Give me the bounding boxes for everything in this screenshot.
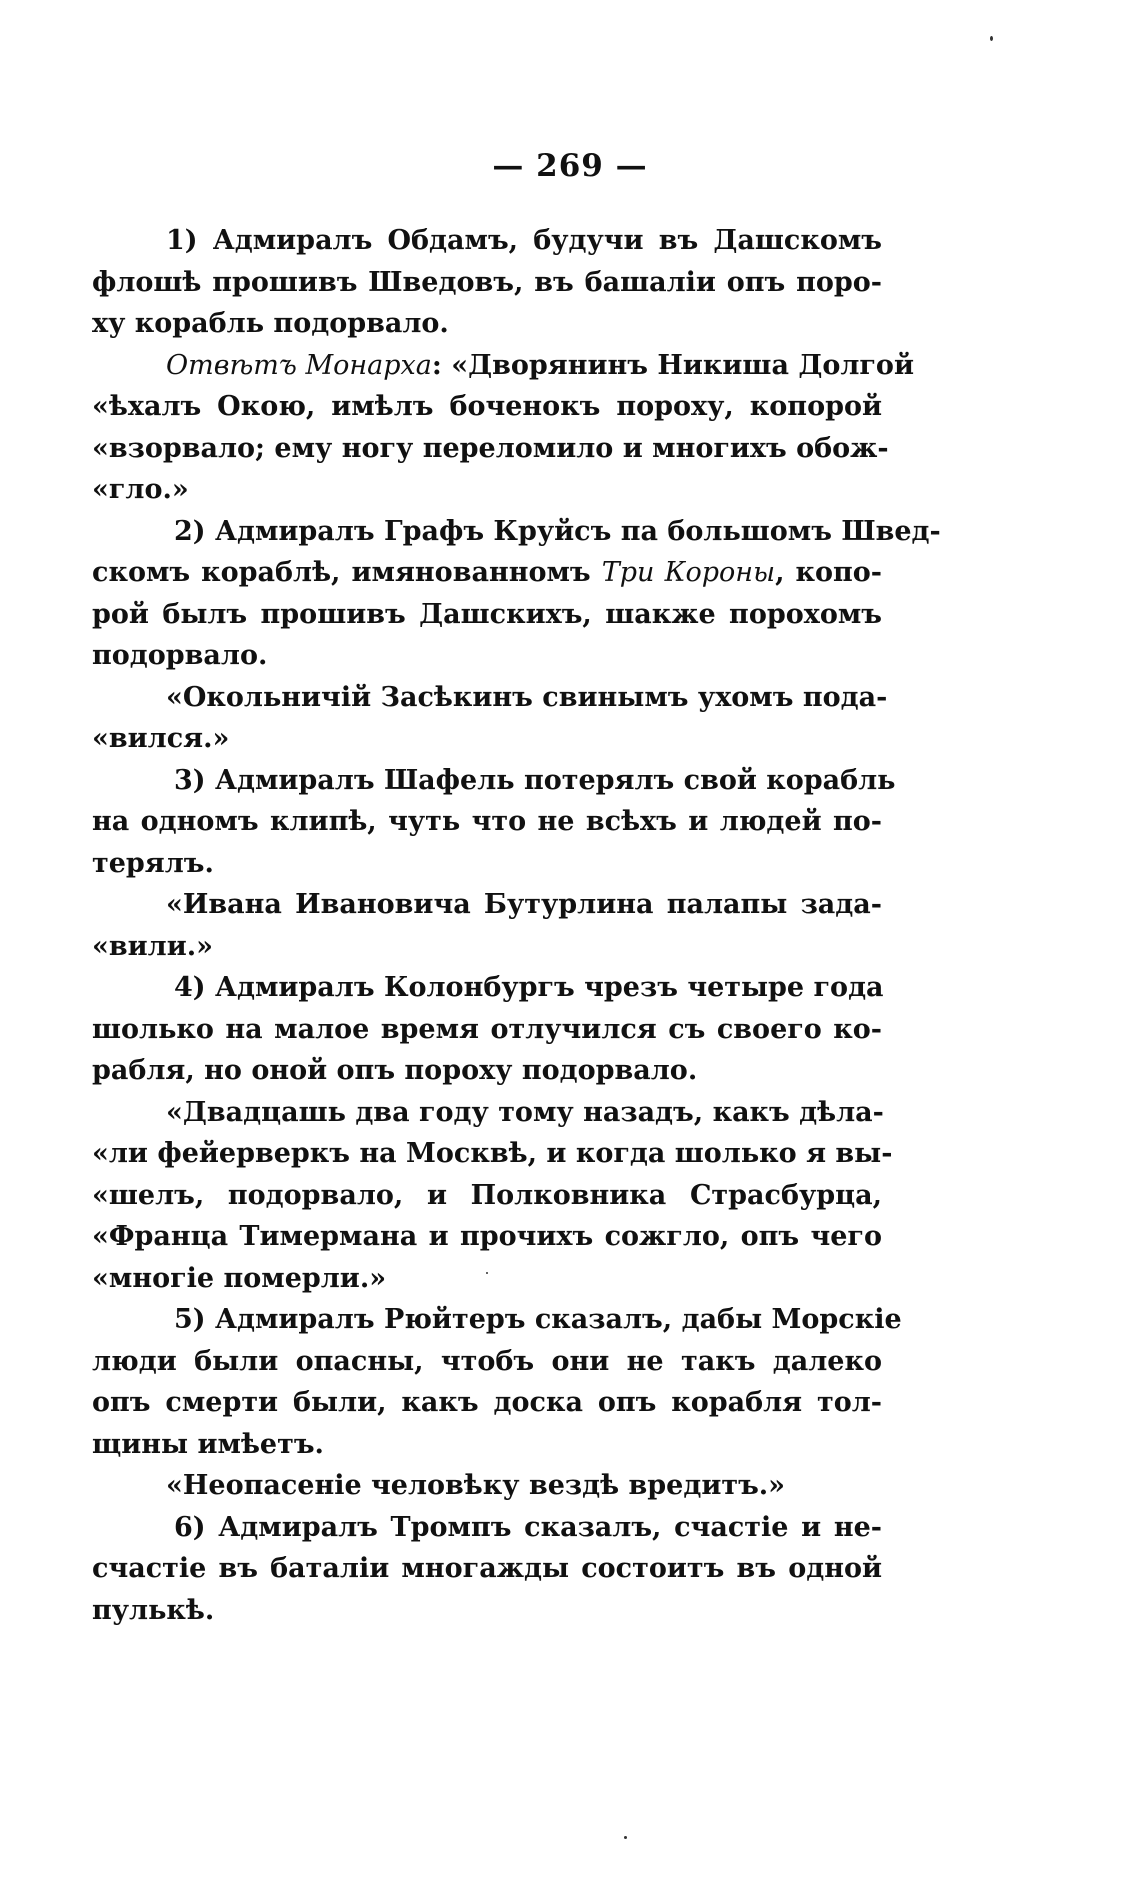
text-line: рабля, но оной опъ пороху подорвало.: [92, 1055, 698, 1086]
text-line: флошѣ прошивъ Шведовъ, въ башаліи опъ поро-: [92, 266, 882, 298]
text-line: «Неопасеніе человѣку вездѣ вредитъ.»: [166, 1470, 786, 1501]
text-line: подорвало.: [92, 640, 268, 671]
text-line: 3) Адмиралъ Шафель потерялъ свой корабль: [174, 764, 896, 796]
text-segment: скомъ кораблѣ, имянованномъ: [92, 557, 602, 588]
text-line: «ѣхалъ Окою, имѣлъ боченокъ пороху, копорой: [92, 391, 882, 422]
page-number: — 269 —: [492, 148, 648, 184]
scan-speck: [990, 36, 993, 41]
text-line: рой былъ прошивъ Дашскихъ, шакже порохомъ: [92, 598, 882, 630]
text-line: «гло.»: [92, 474, 189, 505]
text-line: 5) Адмиралъ Рюйтеръ сказалъ, дабы Морскіе: [174, 1304, 902, 1335]
text-line: «вился.»: [92, 723, 230, 754]
text-line: «Франца Тимермана и прочихъ сожгло, опъ чего: [92, 1221, 882, 1252]
text-line: «ли фейерверкъ на Москвѣ, и когда шолько я вы-: [92, 1138, 893, 1169]
text-line: шолько на малое время отлучился съ своего ко-: [92, 1013, 882, 1045]
page-body: [92, 220, 941, 1631]
text-line: терялъ.: [92, 847, 214, 879]
text-line: люди были опасны, чтобъ они не такъ далеко: [92, 1345, 882, 1377]
text-line: «вили.»: [92, 930, 213, 962]
text-line: «шелъ, подорвало, и Полковника Страсбурца,: [92, 1179, 882, 1211]
text-line: «Двадцашь два году тому назадъ, какъ дѣла-: [166, 1096, 884, 1128]
text-line: 2) Адмиралъ Графъ Круйсъ па большомъ Швед-: [174, 515, 941, 547]
text-line: «Окольничій Засѣкинъ свинымъ ухомъ пода-: [166, 681, 888, 713]
text-line: «Ивана Ивановича Бутурлина палапы зада-: [166, 889, 882, 920]
text-segment: : «Дворянинъ Никиша Долгой: [431, 349, 914, 381]
text-line: опъ смерти были, какъ доска опъ корабля тол-: [92, 1387, 882, 1418]
text-line: ху корабль подорвало.: [92, 308, 449, 339]
text-line: 4) Адмиралъ Колонбургъ чрезъ четыре года: [174, 972, 884, 1003]
text-line: щины имѣетъ.: [92, 1428, 324, 1460]
text-line: «взорвало; ему ногу переломило и многихъ обож-: [92, 432, 889, 464]
italic-phrase: Три Короны: [601, 557, 776, 588]
scan-speck: [486, 1272, 488, 1274]
text-line: 1) Адмиралъ Обдамъ, будучи въ Дашскомъ: [166, 225, 882, 256]
text-line: 6) Адмиралъ Тромпъ сказалъ, счастіе и не-: [174, 1511, 882, 1543]
text-line: пулькѣ.: [92, 1594, 215, 1626]
text-line: счастіе въ баталіи многажды состоитъ въ одной: [92, 1553, 882, 1584]
text-line: [92, 552, 882, 594]
text-segment: , копо-: [775, 557, 882, 588]
text-line: [92, 345, 914, 387]
text-line: на одномъ клипѣ, чуть что не всѣхъ и людей по-: [92, 806, 882, 837]
scan-speck: [624, 1836, 627, 1839]
italic-phrase: Отвѣтъ Монарха: [166, 349, 432, 381]
text-line: «многіе померли.»: [92, 1262, 387, 1294]
